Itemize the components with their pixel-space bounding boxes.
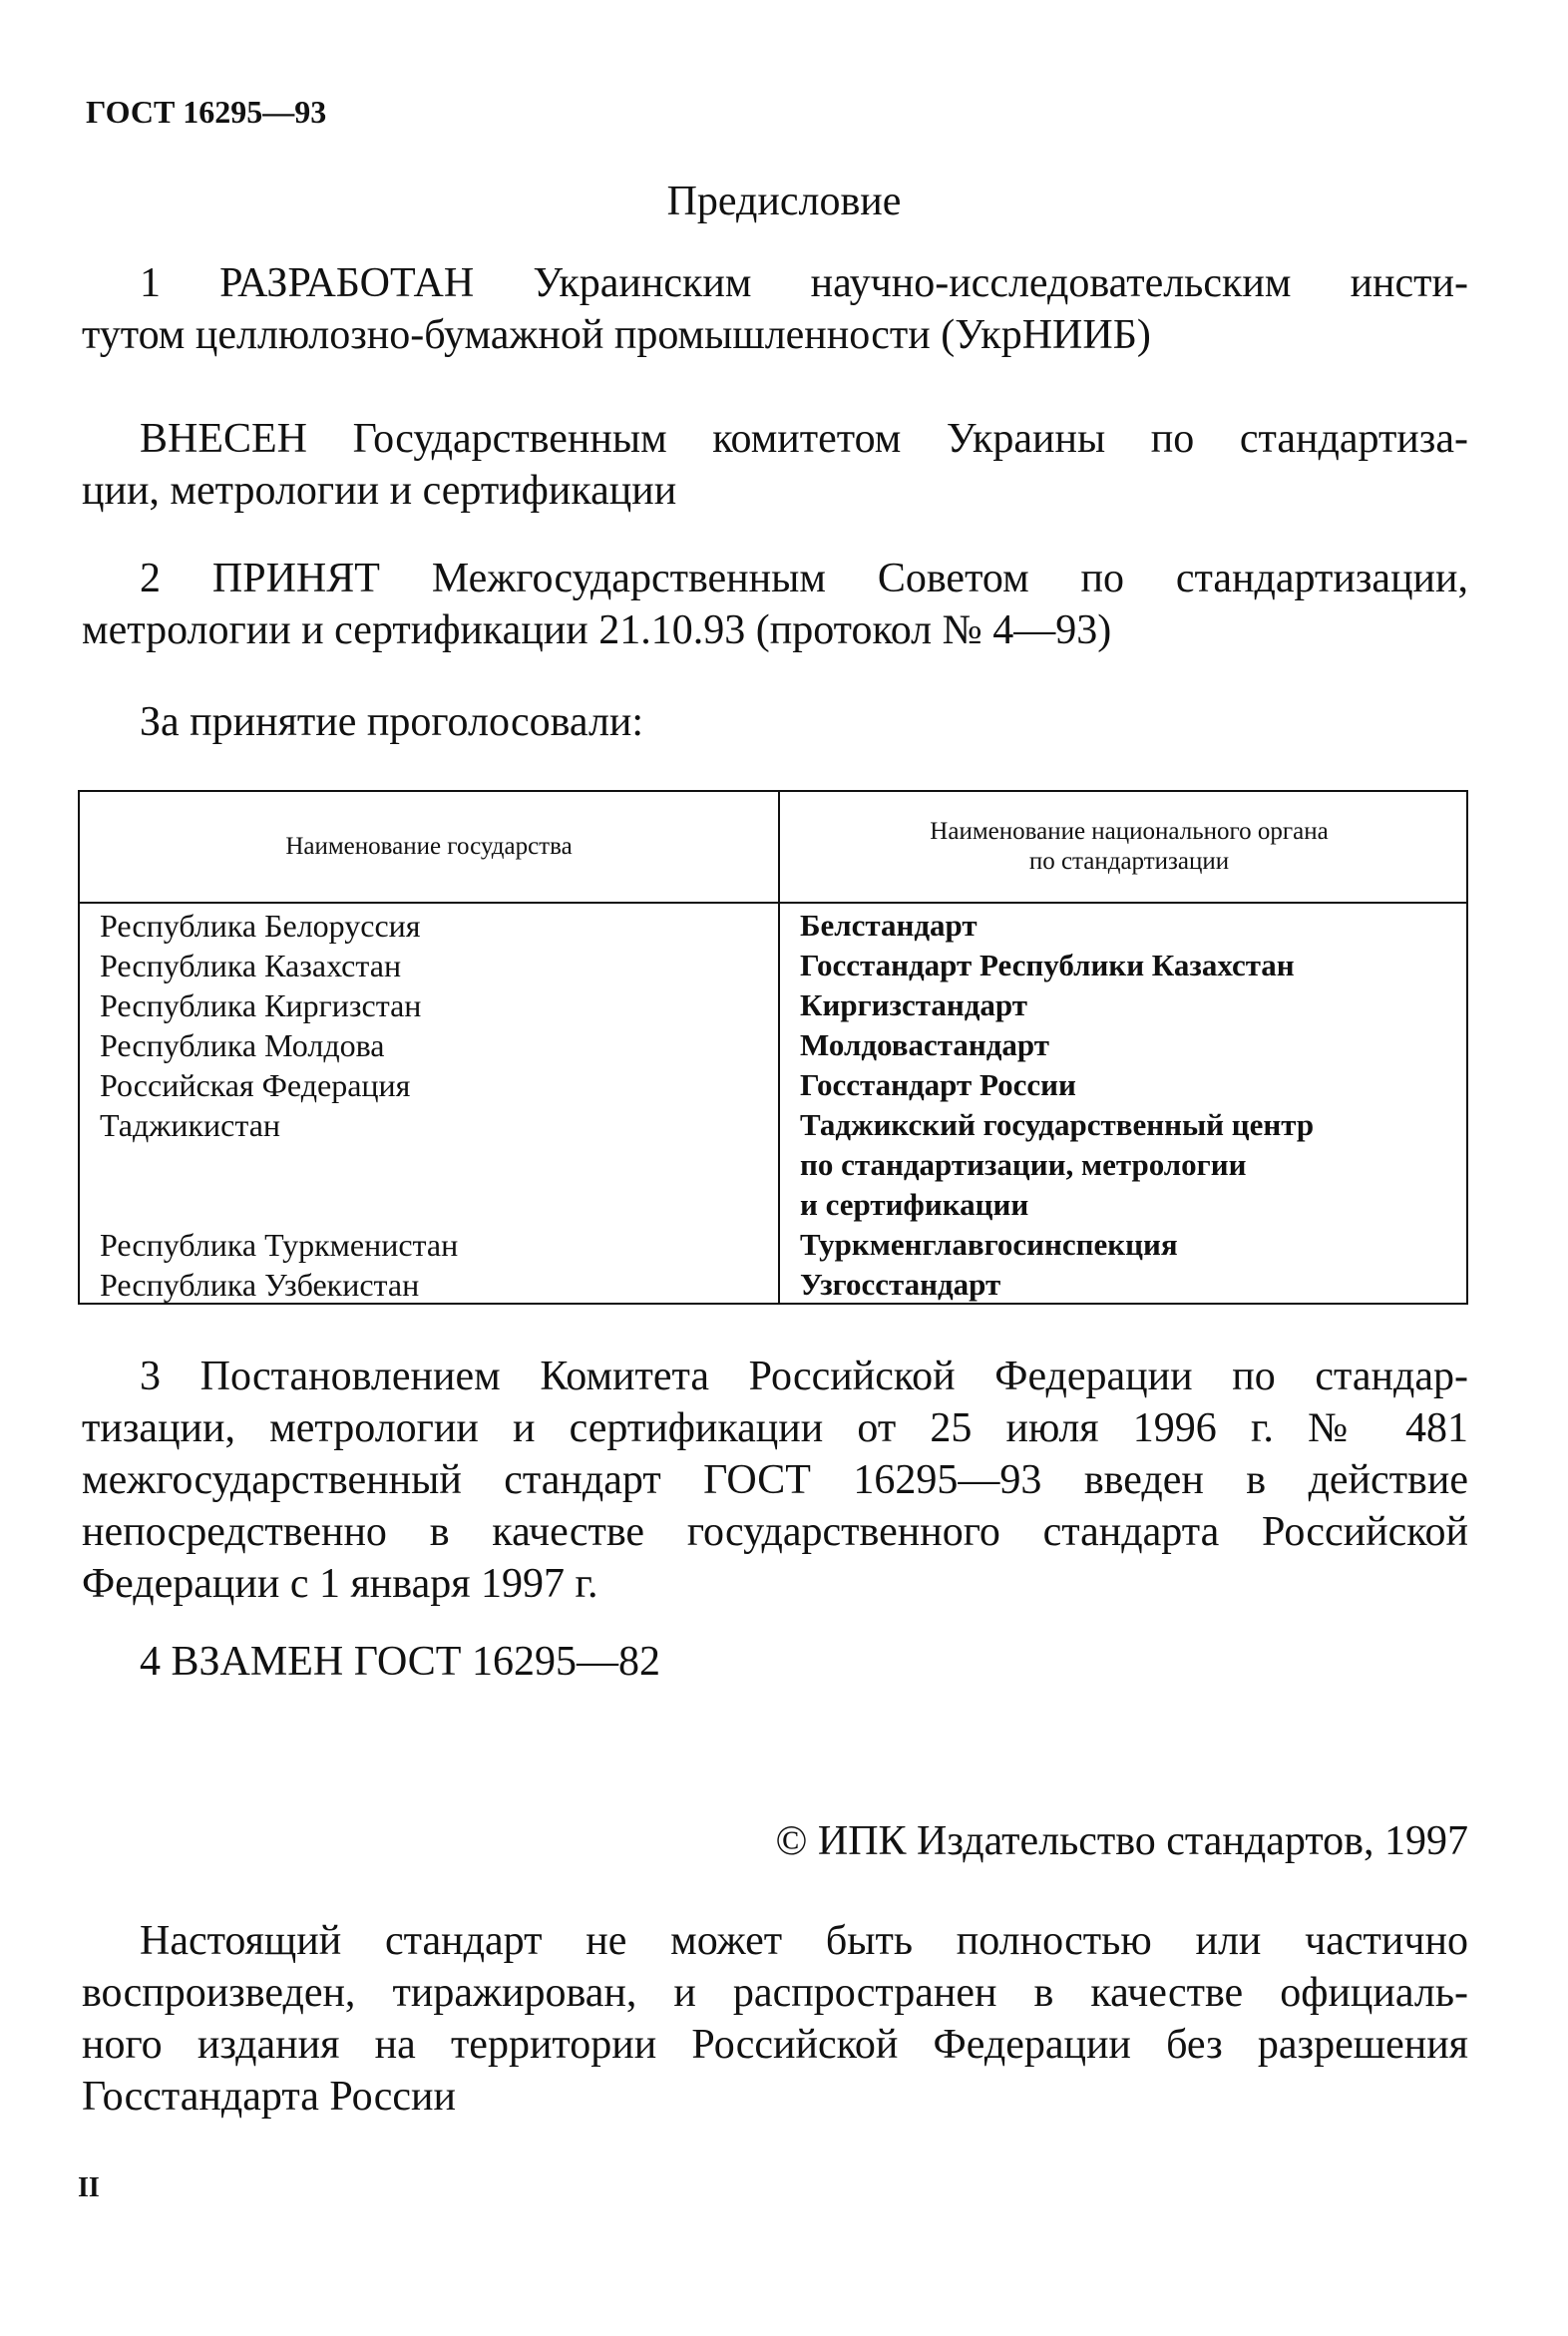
paragraph-line: Федерации с 1 января 1997 г. [82, 1561, 598, 1607]
paragraph-line: воспроизведен, тиражирован, и распространен в качестве официаль- [82, 1970, 1468, 2016]
paragraph-developed [82, 257, 1468, 361]
paragraph-adopted [82, 553, 1468, 656]
table-header-body [800, 792, 1458, 902]
paragraph-line: 1 РАЗРАБОТАН Украинским научно-исследовательским инсти- [140, 260, 1468, 306]
paragraph-line: 2 ПРИНЯТ Межгосударственным Советом по стандартизации, [140, 556, 1468, 601]
paragraph-line: непосредственно в качестве государственного стандарта Российской [82, 1509, 1468, 1555]
table-cell-state: Таджикистан [100, 1107, 281, 1143]
paragraph-line: ного издания на территории Российской Федерации без разрешения [82, 2022, 1468, 2068]
voted-label: За принятие проголосовали: [140, 699, 644, 745]
table-cell-body: Госстандарт России [800, 1067, 1076, 1102]
paragraph-line: ВНЕСЕН Государственным комитетом Украины по стандартиза- [140, 416, 1468, 462]
copyright: © ИПК Издательство стандартов, 1997 [775, 1818, 1468, 1864]
paragraph-decree [82, 1351, 1468, 1610]
table-cell-state: Республика Молдова [100, 1027, 385, 1063]
column-divider [778, 792, 780, 1303]
document-id: ГОСТ 16295—93 [86, 94, 327, 130]
table-cell-state [100, 1145, 758, 1185]
table-header-row [80, 792, 1466, 904]
table-cell-body: Белстандарт [800, 908, 978, 943]
table-cell-body: Узгосстандарт [800, 1267, 1001, 1302]
bodies-column [800, 906, 1458, 1305]
table-cell-body: Туркменглавгосинспекция [800, 1227, 1178, 1262]
table-cell-state [100, 1185, 758, 1225]
table-cell-body: Госстандарт Республики Казахстан [800, 948, 1295, 982]
paragraph-line: метрологии и сертификации 21.10.93 (протокол № 4—93) [82, 607, 1112, 653]
table-cell-body: Таджикский государственный центр [800, 1107, 1315, 1142]
header-line: Наименование национального органа [930, 818, 1329, 845]
table-cell-state: Республика Туркменистан [100, 1227, 459, 1263]
table-cell-body: по стандартизации, метрологии [800, 1147, 1247, 1182]
paragraph-line: межгосударственный стандарт ГОСТ 16295—93 введен в действие [82, 1457, 1468, 1503]
paragraph-line: Настоящий стандарт не может быть полностью или частично [140, 1918, 1468, 1964]
paragraph-line: 3 Постановлением Комитета Российской Федерации по стандар- [140, 1354, 1468, 1399]
table-cell-state: Республика Узбекистан [100, 1267, 420, 1303]
table-cell-state: Республика Белоруссия [100, 908, 421, 944]
paragraph-replaces: 4 ВЗАМЕН ГОСТ 16295—82 [140, 1639, 660, 1685]
page-number: II [78, 2172, 100, 2203]
paragraph-submitted [82, 413, 1468, 517]
header-line: по стандартизации [1028, 848, 1230, 875]
states-column [100, 906, 758, 1305]
table-cell-body: Киргизстандарт [800, 987, 1027, 1022]
table-header-state: Наименование государства [285, 833, 573, 860]
voting-table [78, 790, 1468, 1305]
table-cell-state: Российская Федерация [100, 1067, 411, 1103]
table-cell-body: и сертификации [800, 1187, 1029, 1222]
paragraph-line: ции, метрологии и сертификации [82, 468, 677, 514]
paragraph-line: Госстандарта России [82, 2074, 456, 2120]
paragraph-notice [82, 1915, 1468, 2123]
table-cell-state: Республика Киргизстан [100, 987, 422, 1023]
table-cell-state: Республика Казахстан [100, 948, 402, 983]
paragraph-line: тутом целлюлозно-бумажной промышленности (УкрНИИБ) [82, 312, 1151, 358]
section-title: Предисловие [666, 179, 902, 224]
table-cell-body: Молдовастандарт [800, 1027, 1049, 1062]
paragraph-line: тизации, метрологии и сертификации от 25 июля 1996 г. № 481 [82, 1405, 1468, 1451]
